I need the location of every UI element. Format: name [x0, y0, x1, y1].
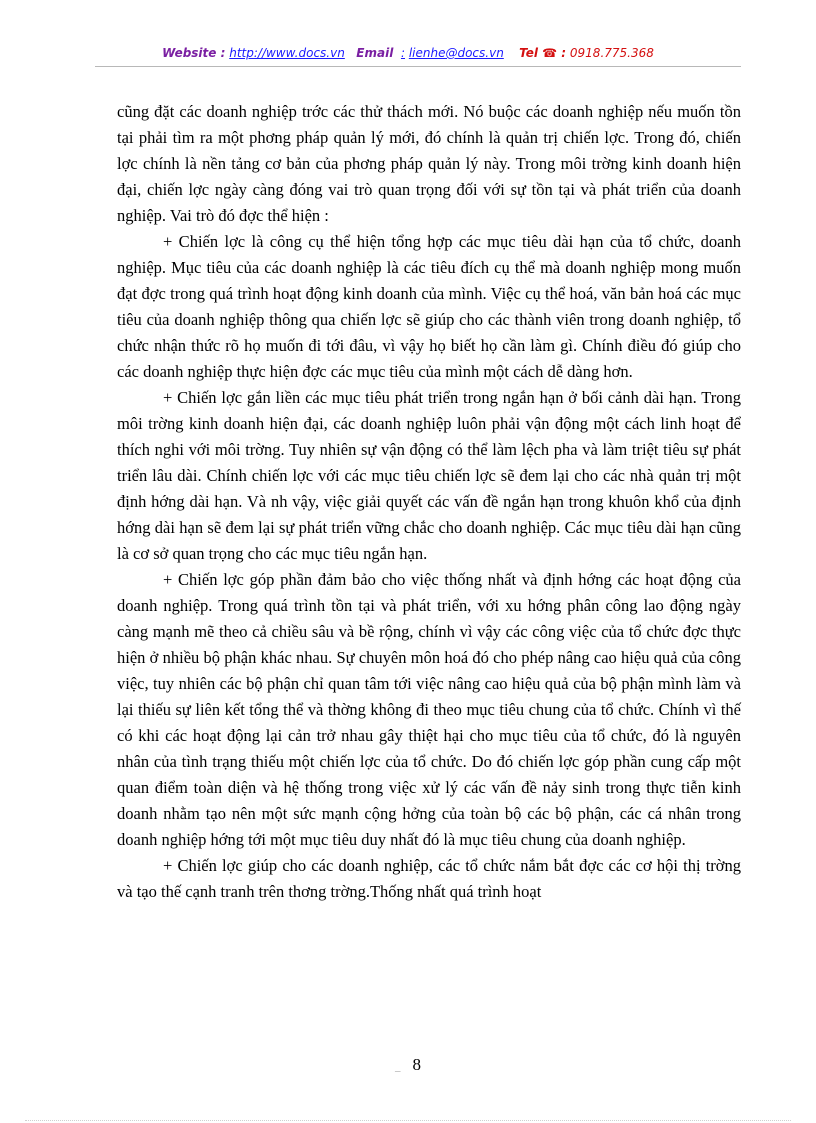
header-divider: [95, 66, 741, 67]
email-label: Email: [356, 46, 394, 60]
tel-number: 0918.775.368: [569, 46, 654, 60]
document-body: [117, 99, 741, 905]
website-label: Website :: [162, 46, 226, 60]
page-bottom-border: [25, 1120, 791, 1121]
paragraph-1: cũng đặt các doanh nghiệp trớc các thử thách mới. Nó buộc các doanh nghiệp nếu muốn tồn tại phải tìm ra một phơng pháp quản lý mới, đó chính là quản trị chiến lợc. Trong đó, chiến lợc chính là nền tảng cơ bản của phơng pháp quản lý này. Trong môi trờng kinh doanh hiện đại, chiến lợc ngày càng đóng vai trò quan trọng đối với sự tồn tại và phát triển của doanh nghiệp. Vai trò đó đợc thể hiện :: [117, 102, 741, 225]
page-header: [0, 46, 816, 60]
page-footer: [0, 1055, 816, 1075]
email-separator: :: [400, 46, 405, 60]
paragraph-4: + Chiến lợc góp phần đảm bảo cho việc thống nhất và định hớng các hoạt động của doanh nghiệp. Trong quá trình tồn tại và phát triển, với xu hớng phân công lao động ngày càng mạnh mẽ theo cả chiều sâu và bề rộng, chính vì vậy các công việc của tổ chức đợc thực hiện ở nhiều bộ phận khác nhau. Sự chuyên môn hoá đó cho phép nâng cao hiệu quả của công việc, tuy nhiên các bộ phận chỉ quan tâm tới việc nâng cao hiệu quả của bộ phận mình làm và lại thiếu sự liên kết tổng thể và thờng không đi theo mục tiêu chung của tổ chức. Chính vì thế có khi các hoạt động lại cản trở nhau gây thiệt hại cho mục tiêu của tổ chức, đó là nguyên nhân của tình trạng thiếu một chiến lợc của tổ chức. Do đó chiến lợc góp phần cung cấp một quan điểm toàn diện và hệ thống trong việc xử lý các vấn đề nảy sinh trong thực tiễn kinh doanh nhằm tạo nên một sức mạnh cộng hởng của toàn bộ các bộ phận, các cá nhân trong doanh nghiệp hớng tới một mục tiêu duy nhất đó là mục tiêu chung của doanh nghiệp.: [117, 570, 741, 849]
email-link[interactable]: lienhe@docs.vn: [408, 46, 504, 60]
footer-mark: _: [395, 1061, 401, 1073]
paragraph-3: + Chiến lợc gắn liền các mục tiêu phát triển trong ngắn hạn ở bối cảnh dài hạn. Trong môi trờng kinh doanh hiện đại, các doanh nghiệp luôn phải vận động một cách linh hoạt để thích nghi với môi trờng. Tuy nhiên sự vận động có thể làm lệch pha và làm triệt tiêu sự phát triển lâu dài. Chính chiến lợc với các mục tiêu chiến lợc sẽ đem lại cho các nhà quản trị một định hớng dài hạn. Và nh vậy, việc giải quyết các vấn đề ngắn hạn trong khuôn khổ của định hớng dài hạn sẽ đem lại sự phát triển vững chắc cho doanh nghiệp. Các mục tiêu dài hạn cũng là cơ sở quan trọng cho các mục tiêu ngắn hạn.: [117, 388, 741, 563]
paragraph-2: + Chiến lợc là công cụ thể hiện tổng hợp các mục tiêu dài hạn của tổ chức, doanh nghiệp. Mục tiêu của các doanh nghiệp là các tiêu đích cụ thể mà doanh nghiệp mong muốn đạt đợc trong quá trình hoạt động kinh doanh của mình. Việc cụ thể hoá, văn bản hoá các mục tiêu của doanh nghiệp thông qua chiến lợc sẽ giúp cho các thành viên trong doanh nghiệp, tổ chức nhận thức rõ họ muốn đi tới đâu, vì vậy họ biết họ cần làm gì. Chính điều đó giúp cho các doanh nghiệp thực hiện đợc các mục tiêu của mình một cách dễ dàng hơn.: [117, 232, 741, 381]
page-number: 8: [412, 1055, 421, 1074]
website-link[interactable]: http://www.docs.vn: [229, 46, 345, 60]
paragraph-5: + Chiến lợc giúp cho các doanh nghiệp, các tổ chức nắm bắt đợc các cơ hội thị trờng và tạo thế cạnh tranh trên thơng trờng.Thống nhất quá trình hoạt: [117, 856, 741, 901]
tel-label: Tel ☎ :: [519, 46, 567, 60]
